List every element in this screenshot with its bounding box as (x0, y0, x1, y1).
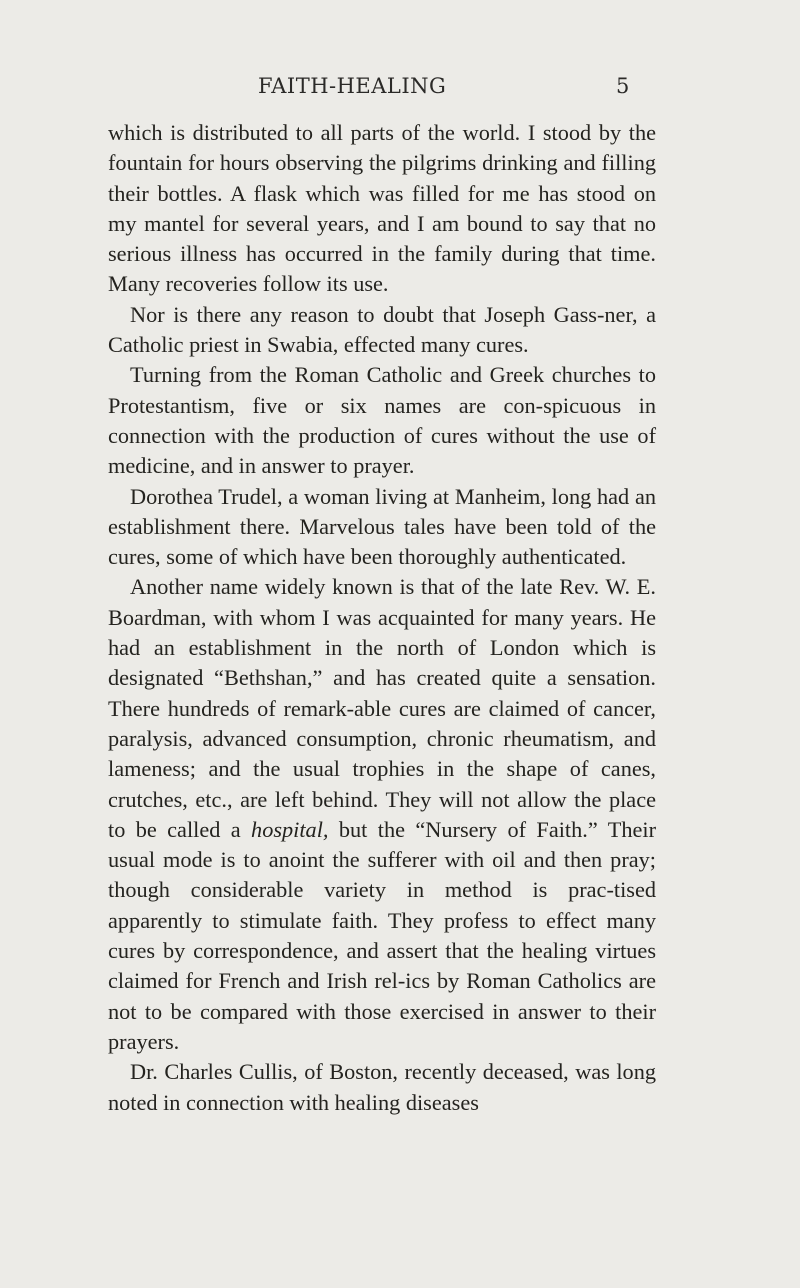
page-header (0, 74, 800, 104)
paragraph-5-part-2: but the “Nursery of Faith.” Their usual mode is to anoint the sufferer with oil and then pray; though considerable variety in method is prac-tised apparently to stimulate faith. They profess to effect many cures by correspondence, and assert that the healing virtues claimed for French and Irish rel-ics by Roman Catholics are not to be compared with those exercised in answer to their prayers. (108, 816, 656, 1054)
body-text (108, 118, 656, 1118)
paragraph-1: which is distributed to all parts of the world. I stood by the fountain for hours observing the pilgrims drinking and filling their bottles. A flask which was filled for me has stood on my mantel for several years, and I am bound to say that no serious illness has occurred in the family during that time. Many recoveries follow its use. (108, 120, 656, 297)
running-head: FAITH-HEALING (258, 74, 447, 98)
paragraph-4: Dorothea Trudel, a woman living at Manheim, long had an establishment there. Marvelous tales have been told of the cures, some of which have been thoroughly authenticated. (108, 483, 656, 570)
paragraph-6: Dr. Charles Cullis, of Boston, recently deceased, was long noted in connection with healing diseases (108, 1059, 656, 1115)
paragraph-5 (108, 572, 656, 1057)
paragraph-2: Nor is there any reason to doubt that Joseph Gass-ner, a Catholic priest in Swabia, effected many cures. (108, 301, 656, 358)
paragraph-5-italic: hospital, (251, 816, 329, 842)
paragraph-5-part-1: Another name widely known is that of the late Rev. W. E. Boardman, with whom I was acquainted for many years. He had an establishment in the north of London which is designated “Bethshan,” and has created quite a sensation. There hundreds of remark-able cures are claimed of cancer, paralysis, advanced consumption, chronic rheumatism, and lameness; and the usual trophies in the shape of canes, crutches, etc., are left behind. They will not allow the place to be called a (108, 574, 656, 842)
paragraph-3: Turning from the Roman Catholic and Greek churches to Protestantism, five or six names are con-spicuous in connection with the production of cures without the use of medicine, and in answer to prayer. (108, 362, 656, 479)
page-number: 5 (616, 74, 630, 98)
